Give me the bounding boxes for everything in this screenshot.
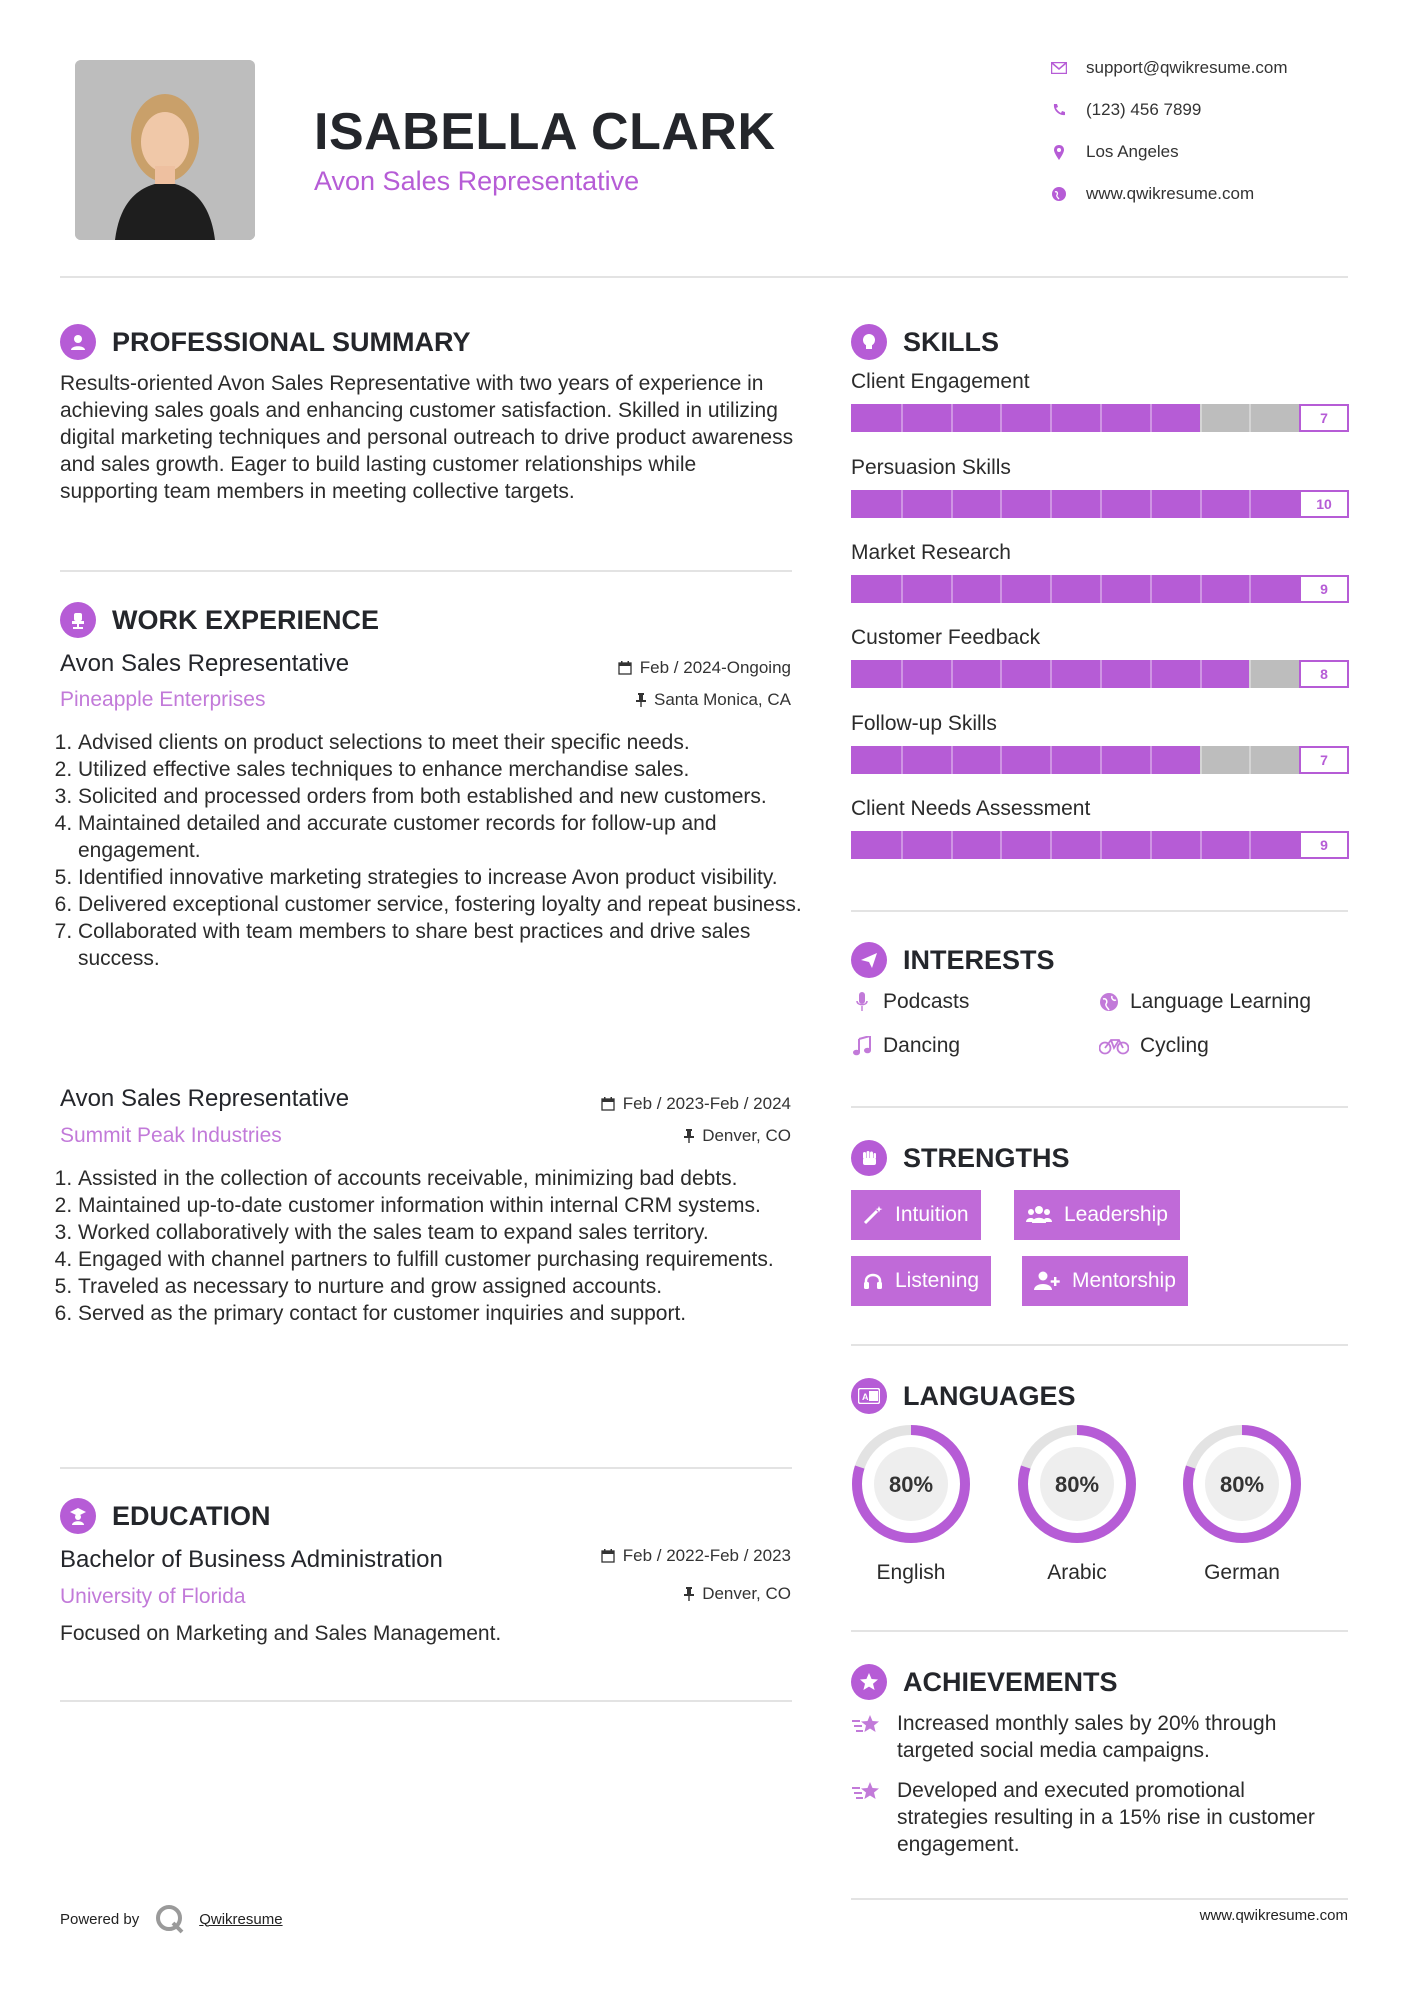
- skill-bar-segment: [1100, 831, 1102, 859]
- user-plus-icon: [1034, 1271, 1060, 1291]
- header-divider: [60, 276, 1348, 278]
- job-location: [500, 690, 791, 710]
- interests-heading: [851, 942, 1055, 978]
- interest-item: [851, 990, 969, 1014]
- strength-tag: [851, 1256, 991, 1306]
- skill-bar-segment: [1000, 575, 1002, 603]
- language-item: [1182, 1424, 1302, 1585]
- achievement-item: [851, 1777, 1348, 1858]
- education-heading: [60, 1498, 271, 1534]
- phone-icon: [1050, 101, 1068, 119]
- skill-bar-segment: [1000, 831, 1002, 859]
- list-item: 3. Worked collaboratively with the sales team to expand sales territory.: [78, 1219, 813, 1246]
- map-pin-icon: [1050, 143, 1068, 161]
- skill-label: Market Research: [851, 541, 1011, 564]
- job-dates-text: Feb / 2023-Feb / 2024: [622, 1094, 791, 1113]
- skill-bar: [851, 660, 1349, 688]
- skill-bar-segment: [1249, 575, 1251, 603]
- skill-bar-segment: [1050, 575, 1052, 603]
- skill-bar: [851, 746, 1349, 774]
- contact-website[interactable]: [1050, 184, 1254, 204]
- graduate-icon: [60, 1498, 96, 1534]
- interest-item: [1098, 990, 1311, 1014]
- skill-bar-segment: [1150, 490, 1152, 518]
- skill-bar-segment: [901, 575, 903, 603]
- interest-label: Podcasts: [883, 990, 970, 1013]
- skill-bar-segment: [1150, 575, 1152, 603]
- strengths-heading: [851, 1140, 1070, 1176]
- skill-bar-segment: [1100, 490, 1102, 518]
- skill-bar-segment: [1000, 490, 1002, 518]
- contact-location-text: Los Angeles: [1086, 142, 1179, 161]
- microphone-icon: [851, 992, 873, 1012]
- skill-bar-segment: [1249, 831, 1251, 859]
- language-label: Arabic: [1047, 1561, 1107, 1584]
- interest-item: [851, 1034, 960, 1058]
- job-task-list: [60, 1165, 813, 1327]
- strength-label: Mentorship: [1072, 1269, 1176, 1292]
- skill-row: [851, 370, 1349, 432]
- strength-tag: [1022, 1256, 1188, 1306]
- language-ring: [851, 1424, 971, 1544]
- skill-bar-fill: [851, 575, 1299, 603]
- summary-text: Results-oriented Avon Sales Representative with two years of experience in achieving sales goals and enhancing customer satisfaction. Skilled in utilizing digital marketing techniques and personal outreach to drive product awareness and sales growth. Eager to build lasting customer relationships while supporting team members in meeting collective targets.: [60, 372, 794, 503]
- skill-bar-segment: [1150, 660, 1152, 688]
- job-dates-text: Feb / 2024-Ongoing: [639, 658, 791, 677]
- skill-bar-segment: [951, 575, 953, 603]
- interest-label: Language Learning: [1130, 990, 1312, 1013]
- pushpin-icon: [636, 693, 646, 707]
- skill-bar-segment: [1000, 404, 1002, 432]
- skill-bar-segment: [1200, 831, 1202, 859]
- skill-score: 9: [1299, 831, 1349, 859]
- skill-bar-segment: [1050, 490, 1052, 518]
- language-percent: 80%: [888, 1472, 934, 1497]
- achievements-heading: [851, 1664, 1118, 1700]
- envelope-icon: [1050, 59, 1068, 77]
- contact-email[interactable]: [1050, 58, 1288, 78]
- skill-bar-segment: [951, 660, 953, 688]
- skill-bar-fill: [851, 404, 1200, 432]
- skill-bar-segment: [1050, 660, 1052, 688]
- skill-bar: [851, 831, 1349, 859]
- skill-row: [851, 712, 1349, 774]
- skill-bar-segment: [901, 746, 903, 774]
- skill-score: 7: [1299, 746, 1349, 774]
- language-ring: [1182, 1424, 1302, 1544]
- interest-label: Dancing: [883, 1034, 961, 1057]
- skill-row: [851, 797, 1349, 859]
- list-item: 1. Assisted in the collection of accounts receivable, minimizing bad debts.: [78, 1165, 813, 1192]
- education-note: Focused on Marketing and Sales Management.: [60, 1622, 502, 1645]
- paper-plane-icon: [851, 942, 887, 978]
- skill-score: 10: [1299, 490, 1349, 518]
- contact-phone-text: (123) 456 7899: [1086, 100, 1202, 119]
- strength-tag: [851, 1190, 981, 1240]
- strength-label: Listening: [895, 1269, 980, 1292]
- pushpin-icon: [684, 1129, 694, 1143]
- pushpin-icon: [684, 1587, 694, 1601]
- skill-label: Customer Feedback: [851, 626, 1041, 649]
- skill-row: [851, 541, 1349, 603]
- achievement-text: Increased monthly sales by 20% through targeted social media campaigns.: [897, 1712, 1277, 1762]
- skill-bar-segment: [1100, 404, 1102, 432]
- skill-bar-fill: [851, 746, 1200, 774]
- job-location: [500, 1126, 791, 1146]
- star-badge-icon: [851, 1664, 887, 1700]
- skill-bar-segment: [1249, 404, 1251, 432]
- svg-text:A: A: [862, 1392, 869, 1402]
- strength-label: Intuition: [895, 1203, 969, 1226]
- contact-website-text: www.qwikresume.com: [1086, 184, 1255, 203]
- skill-bar-segment: [1100, 746, 1102, 774]
- skill-bar-segment: [951, 490, 953, 518]
- job-dates: [500, 658, 791, 678]
- summary-title: PROFESSIONAL SUMMARY: [112, 326, 471, 357]
- skill-bar-segment: [951, 831, 953, 859]
- list-item: 6. Delivered exceptional customer service, fostering loyalty and repeat business.: [78, 891, 813, 918]
- list-item: 3. Solicited and processed orders from both established and new customers.: [78, 783, 813, 810]
- list-item: 6. Served as the primary contact for customer inquiries and support.: [78, 1300, 813, 1327]
- achievement-item: [851, 1710, 1348, 1764]
- skill-bar-segment: [1200, 490, 1202, 518]
- language-percent: 80%: [1219, 1472, 1265, 1497]
- globe-icon: [1098, 992, 1120, 1012]
- skill-bar-segment: [1150, 746, 1152, 774]
- users-icon: [1026, 1205, 1052, 1225]
- interest-item: [1098, 1034, 1209, 1058]
- list-item: 2. Maintained up-to-date customer information within internal CRM systems.: [78, 1192, 813, 1219]
- education-title: EDUCATION: [112, 1500, 271, 1531]
- skill-bar-segment: [1100, 575, 1102, 603]
- language-item: [851, 1424, 971, 1585]
- skill-score: 9: [1299, 575, 1349, 603]
- brand-link[interactable]: Qwikresume: [199, 1910, 283, 1928]
- list-item: 2. Utilized effective sales techniques to enhance merchandise sales.: [78, 756, 813, 783]
- skill-label: Follow-up Skills: [851, 712, 997, 735]
- skill-bar-segment: [1200, 746, 1202, 774]
- skill-bar-segment: [1150, 404, 1152, 432]
- list-item: 1. Advised clients on product selections to meet their specific needs.: [78, 729, 813, 756]
- skill-bar-segment: [1100, 660, 1102, 688]
- candidate-role: Avon Sales Representative: [314, 166, 640, 196]
- job-title: Avon Sales Representative: [60, 650, 350, 677]
- skill-bar-segment: [1150, 831, 1152, 859]
- fist-icon: [851, 1140, 887, 1176]
- education-location: [500, 1584, 791, 1604]
- language-label: German: [1204, 1561, 1280, 1584]
- lightbulb-icon: [851, 324, 887, 360]
- language-percent: 80%: [1054, 1472, 1100, 1497]
- job-location-text: Denver, CO: [702, 1126, 791, 1145]
- powered-by-text: Powered by: [60, 1910, 140, 1928]
- divider: [60, 1467, 792, 1469]
- skill-bar-segment: [901, 404, 903, 432]
- divider: [851, 1630, 1348, 1632]
- shooting-star-icon: [851, 1713, 887, 1764]
- divider: [851, 1106, 1348, 1108]
- candidate-name: ISABELLA CLARK: [314, 103, 776, 161]
- magic-wand-icon: [863, 1205, 883, 1225]
- contact-phone[interactable]: [1050, 100, 1201, 120]
- job-task-list: [60, 729, 813, 972]
- skill-bar-segment: [1249, 490, 1251, 518]
- job-title: Avon Sales Representative: [60, 1085, 350, 1112]
- skill-bar: [851, 404, 1349, 432]
- skill-bar-segment: [901, 831, 903, 859]
- skill-score: 8: [1299, 660, 1349, 688]
- skill-bar-segment: [1000, 746, 1002, 774]
- summary-heading: [60, 324, 471, 360]
- skill-score: 7: [1299, 404, 1349, 432]
- achievements-title: ACHIEVEMENTS: [903, 1666, 1118, 1697]
- office-chair-icon: [60, 602, 96, 638]
- skill-bar: [851, 575, 1349, 603]
- achievement-text: Developed and executed promotional strategies resulting in a 15% rise in customer engagement.: [897, 1779, 1315, 1856]
- skill-bar-segment: [1050, 404, 1052, 432]
- calendar-icon: [618, 661, 632, 675]
- user-icon: [60, 324, 96, 360]
- strength-tag: [1014, 1190, 1180, 1240]
- strength-label: Leadership: [1064, 1203, 1168, 1226]
- language-item: [1017, 1424, 1137, 1585]
- strengths-title: STRENGTHS: [903, 1142, 1070, 1173]
- education-location-text: Denver, CO: [702, 1584, 791, 1603]
- skills-heading: [851, 324, 999, 360]
- language-icon: [851, 1378, 887, 1414]
- contact-email-text: support@qwikresume.com: [1086, 58, 1288, 77]
- skills-title: SKILLS: [903, 326, 1000, 357]
- job-dates: [500, 1094, 791, 1114]
- skill-bar-segment: [901, 490, 903, 518]
- list-item: 4. Maintained detailed and accurate customer records for follow-up and engagement.: [78, 810, 813, 864]
- skill-bar-segment: [1000, 660, 1002, 688]
- footer-powered: [60, 1904, 283, 1934]
- skill-bar-segment: [901, 660, 903, 688]
- job-location-text: Santa Monica, CA: [653, 690, 791, 709]
- contact-location: [1050, 142, 1179, 162]
- footer-website[interactable]: www.qwikresume.com: [1199, 1907, 1348, 1924]
- skill-bar-segment: [951, 404, 953, 432]
- globe-icon: [1050, 185, 1068, 203]
- education-dates-text: Feb / 2022-Feb / 2023: [622, 1546, 791, 1565]
- languages-title: LANGUAGES: [903, 1380, 1076, 1411]
- divider: [851, 1898, 1348, 1900]
- language-ring: [1017, 1424, 1137, 1544]
- qwikresume-logo-icon: [155, 1904, 185, 1934]
- divider: [851, 1344, 1348, 1346]
- skill-bar-segment: [1249, 746, 1251, 774]
- divider: [60, 1700, 792, 1702]
- languages-heading: [851, 1378, 1076, 1414]
- list-item: 7. Collaborated with team members to share best practices and drive sales success.: [78, 918, 813, 972]
- language-label: English: [876, 1561, 946, 1584]
- calendar-icon: [601, 1549, 615, 1563]
- list-item: 4. Engaged with channel partners to fulfill customer purchasing requirements.: [78, 1246, 813, 1273]
- work-title: WORK EXPERIENCE: [112, 604, 380, 635]
- skill-bar-segment: [1200, 404, 1202, 432]
- list-item: 5. Identified innovative marketing strategies to increase Avon product visibility.: [78, 864, 813, 891]
- calendar-icon: [601, 1097, 615, 1111]
- profile-photo: [75, 60, 255, 240]
- degree: Bachelor of Business Administration: [60, 1546, 443, 1573]
- skill-label: Client Needs Assessment: [851, 797, 1091, 820]
- divider: [851, 910, 1348, 912]
- skill-label: Client Engagement: [851, 370, 1030, 393]
- skill-row: [851, 456, 1349, 518]
- interest-label: Cycling: [1140, 1034, 1209, 1057]
- skill-row: [851, 626, 1349, 688]
- skill-bar-segment: [1050, 746, 1052, 774]
- job-company: Pineapple Enterprises: [60, 688, 266, 711]
- headphones-icon: [863, 1271, 883, 1291]
- skill-bar-segment: [1200, 660, 1202, 688]
- skill-bar-fill: [851, 831, 1299, 859]
- interests-title: INTERESTS: [903, 944, 1055, 975]
- job-company: Summit Peak Industries: [60, 1124, 282, 1147]
- bicycle-icon: [1098, 1037, 1130, 1055]
- list-item: 5. Traveled as necessary to nurture and grow assigned accounts.: [78, 1273, 813, 1300]
- education-dates: [500, 1546, 791, 1566]
- skill-label: Persuasion Skills: [851, 456, 1011, 479]
- shooting-star-icon: [851, 1780, 887, 1858]
- work-heading: [60, 602, 379, 638]
- skill-bar-segment: [1249, 660, 1251, 688]
- school: University of Florida: [60, 1585, 246, 1608]
- divider: [60, 570, 792, 572]
- skill-bar-segment: [1200, 575, 1202, 603]
- skill-bar-segment: [1050, 831, 1052, 859]
- music-note-icon: [851, 1036, 873, 1056]
- skill-bar: [851, 490, 1349, 518]
- skill-bar-segment: [951, 746, 953, 774]
